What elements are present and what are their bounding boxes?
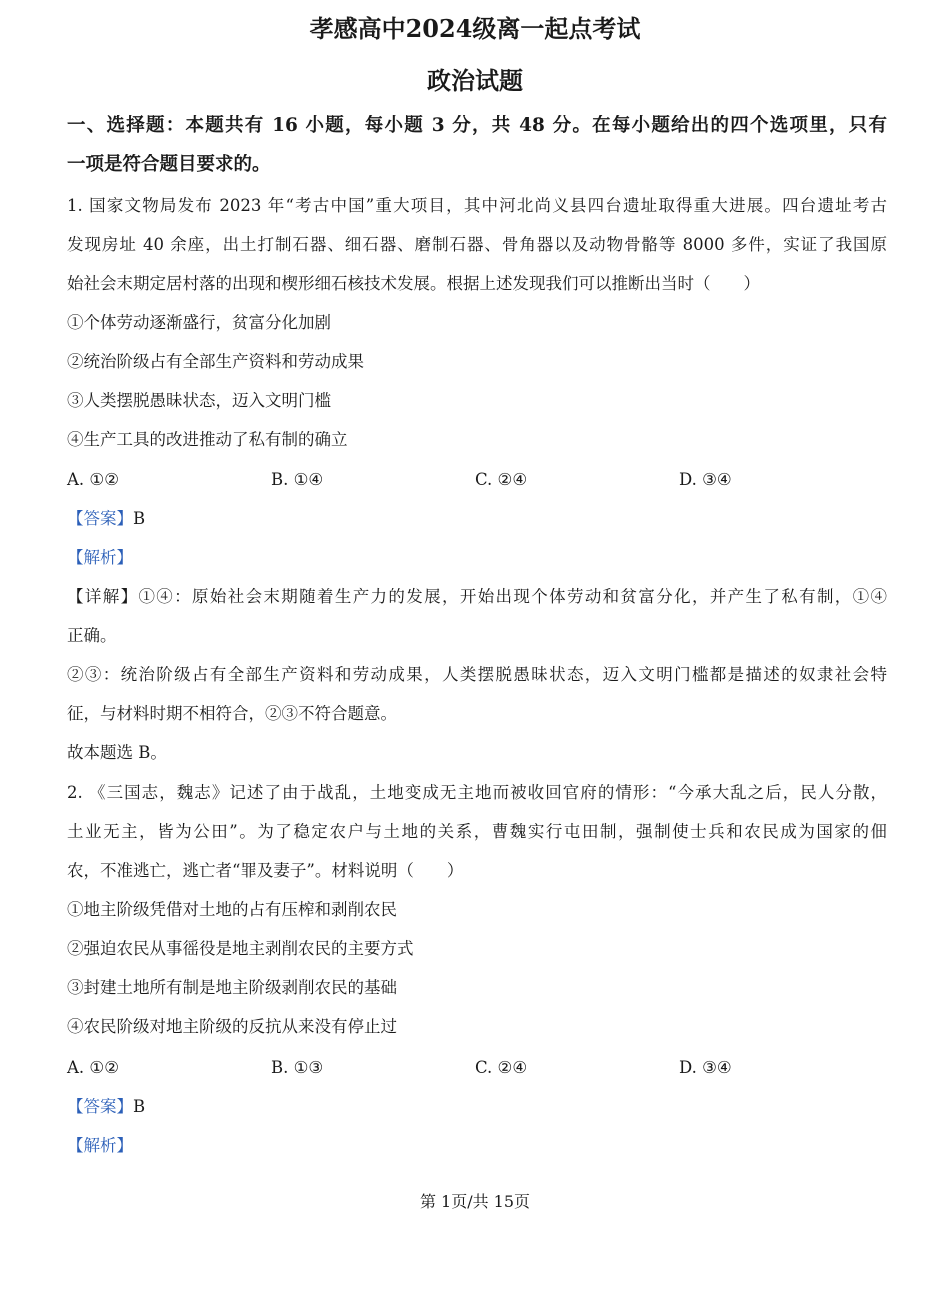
q2-option-c: C. ②④ (475, 1058, 528, 1077)
q1-option-a: A. ①② (67, 470, 119, 489)
q2-option-d: D. ③④ (679, 1058, 732, 1077)
answer-tag: 【答案】 (67, 1097, 133, 1116)
q2-statement-3: ③封建土地所有制是地主阶级剥削农民的基础 (67, 978, 397, 997)
q2-stem-line-1: 2. 《三国志，魏志》记述了由于战乱，土地变成无主地而被收回官府的情形：“今承大乱之后，民人分散， (67, 783, 887, 802)
q1-detail-line-3: ②③：统治阶级占有全部生产资料和劳动成果，人类摆脱愚昧状态，迈入文明门槛都是描述的奴隶社会特 (67, 665, 887, 684)
answer-value: B (133, 509, 146, 528)
q1-stem-line-3: 始社会末期定居村落的出现和楔形细石核技术发展。根据上述发现我们可以推断出当时（ ） (67, 274, 760, 293)
analysis-tag: 【解析】 (67, 1136, 133, 1155)
q1-option-d: D. ③④ (679, 470, 732, 489)
section-heading-line-2: 一项是符合题目要求的。 (67, 154, 271, 175)
q1-statement-1: ①个体劳动逐渐盛行，贫富分化加剧 (67, 313, 331, 332)
q1-statement-3: ③人类摆脱愚昧状态，迈入文明门槛 (67, 391, 331, 410)
analysis-tag: 【解析】 (67, 548, 133, 567)
q1-stem-line-2: 发现房址 40 余座，出土打制石器、细石器、磨制石器、骨角器以及动物骨骼等 8000 多件，实证了我国原 (67, 235, 887, 254)
q1-statement-4: ④生产工具的改进推动了私有制的确立 (67, 430, 348, 449)
q2-option-b: B. ①③ (271, 1058, 324, 1077)
exam-subtitle: 政治试题 (427, 66, 523, 95)
answer-value: B (133, 1097, 146, 1116)
q1-analysis (67, 547, 887, 569)
q2-statement-1: ①地主阶级凭借对土地的占有压榨和剥削农民 (67, 900, 397, 919)
q1-answer (67, 508, 887, 530)
section-heading-line-1: 一、选择题：本题共有 16 小题，每小题 3 分，共 48 分。在每小题给出的四个选项里，只有 (67, 115, 887, 136)
q1-stem-line-1: 1. 国家文物局发布 2023 年“考古中国”重大项目，其中河北尚义县四台遗址取得重大进展。四台遗址考古 (67, 196, 887, 215)
detail-tag: 【详解】 (67, 587, 139, 606)
q2-statement-2: ②强迫农民从事徭役是地主剥削农民的主要方式 (67, 939, 414, 958)
q1-detail-line-1 (67, 586, 887, 608)
q1-detail-line-4: 征，与材料时期不相符合，②③不符合题意。 (67, 704, 397, 723)
q1-detail-line-5: 故本题选 B。 (67, 743, 167, 762)
q2-stem-line-2: 土业无主，皆为公田”。为了稳定农户与土地的关系，曹魏实行屯田制，强制使士兵和农民成为国家的佃 (67, 822, 887, 841)
q1-option-b: B. ①④ (271, 470, 324, 489)
q2-answer (67, 1096, 887, 1118)
q2-option-a: A. ①② (67, 1058, 119, 1077)
answer-tag: 【答案】 (67, 509, 133, 528)
page-number: 第 1页/共 15页 (419, 1192, 531, 1211)
q1-statement-2: ②统治阶级占有全部生产资料和劳动成果 (67, 352, 364, 371)
q1-option-c: C. ②④ (475, 470, 528, 489)
q2-statement-4: ④农民阶级对地主阶级的反抗从来没有停止过 (67, 1017, 397, 1036)
detail-text: ①④：原始社会末期随着生产力的发展，开始出现个体劳动和贫富分化，并产生了私有制，①④ (138, 587, 887, 606)
q2-analysis (67, 1135, 887, 1157)
q1-detail-line-2: 正确。 (67, 626, 117, 645)
q2-stem-line-3: 农，不准逃亡，逃亡者“罪及妻子”。材料说明（ ） (67, 861, 464, 880)
exam-title: 孝感高中2024级离一起点考试 (309, 14, 641, 43)
